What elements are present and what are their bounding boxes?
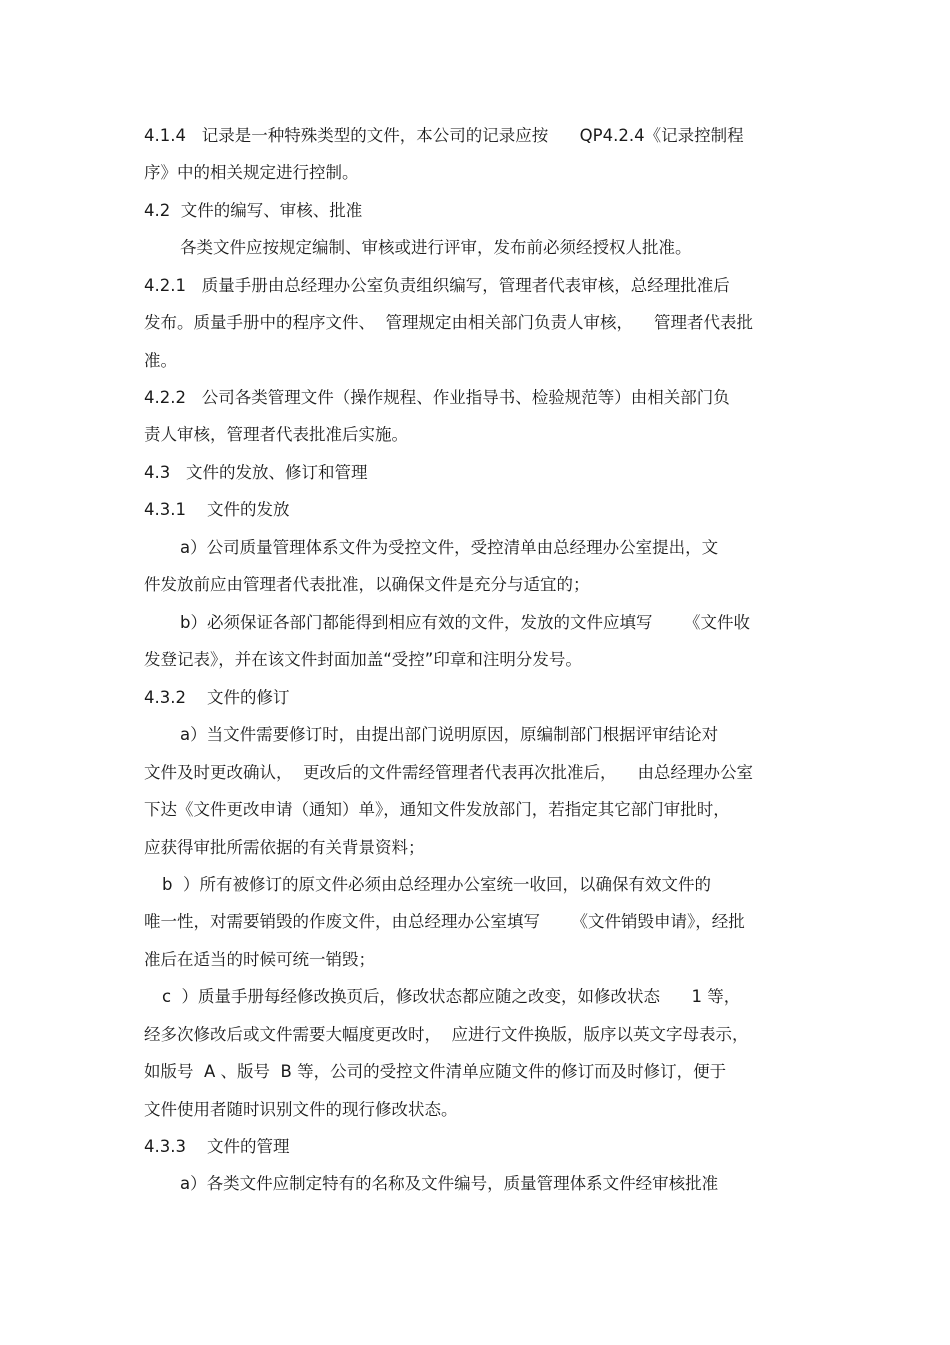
text-line: 唯一性，对需要销毁的作废文件，由总经理办公室填写 《文件销毁申请》，经批 <box>144 912 745 931</box>
text-line: 如版号 A 、版号 B 等，公司的受控文件清单应随文件的修订而及时修订，便于 <box>144 1062 727 1081</box>
text-line: 4.1.4 记录是一种特殊类型的文件，本公司的记录应按 QP4.2.4《记录控制程 <box>144 126 744 145</box>
text-line: 发登记表》，并在该文件封面加盖“受控”印章和注明分发号。 <box>144 650 582 669</box>
section-heading: 4.3 文件的发放、修订和管理 <box>144 463 368 482</box>
text-line: 文件使用者随时识别文件的现行修改状态。 <box>144 1100 458 1119</box>
text-line: b）必须保证各部门都能得到相应有效的文件，发放的文件应填写 《文件收 <box>180 613 750 632</box>
subsection-heading: 4.3.3 文件的管理 <box>144 1137 290 1156</box>
text-line: 发布。质量手册中的程序文件、 管理规定由相关部门负责人审核， 管理者代表批 <box>144 313 753 332</box>
text-line: b ）所有被修订的原文件必须由总经理办公室统一收回，以确保有效文件的 <box>162 875 711 894</box>
text-line: a）各类文件应制定特有的名称及文件编号，质量管理体系文件经审核批准 <box>180 1174 719 1193</box>
text-line: 应获得审批所需依据的有关背景资料； <box>144 838 425 857</box>
text-line: 经多次修改后或文件需要大幅度更改时， 应进行文件换版，版序以英文字母表示， <box>144 1025 749 1044</box>
text-line: 文件及时更改确认， 更改后的文件需经管理者代表再次批准后， 由总经理办公室 <box>144 763 753 782</box>
text-line: 4.2.1 质量手册由总经理办公室负责组织编写，管理者代表审核，总经理批准后 <box>144 276 730 295</box>
text-line: 责人审核，管理者代表批准后实施。 <box>144 425 408 444</box>
text-line: 准。 <box>144 351 177 370</box>
text-line: c ）质量手册每经修改换页后，修改状态都应随之改变，如修改状态 1 等， <box>162 987 741 1006</box>
text-line: a）公司质量管理体系文件为受控文件，受控清单由总经理办公室提出，文 <box>180 538 719 557</box>
text-line: 各类文件应按规定编制、审核或进行评审，发布前必须经授权人批准。 <box>180 238 692 257</box>
text-line: a）当文件需要修订时，由提出部门说明原因，原编制部门根据评审结论对 <box>180 725 719 744</box>
section-heading: 4.2 文件的编写、审核、批准 <box>144 201 363 220</box>
text-line: 序》中的相关规定进行控制。 <box>144 163 359 182</box>
text-line: 4.2.2 公司各类管理文件（操作规程、作业指导书、检验规范等）由相关部门负 <box>144 388 730 407</box>
text-line: 下达《文件更改申请（通知）单》，通知文件发放部门，若指定其它部门审批时， <box>144 800 730 819</box>
text-line: 件发放前应由管理者代表批准，以确保文件是充分与适宜的； <box>144 575 590 594</box>
subsection-heading: 4.3.1 文件的发放 <box>144 500 290 519</box>
text-line: 准后在适当的时候可统一销毁； <box>144 950 375 969</box>
subsection-heading: 4.3.2 文件的修订 <box>144 688 290 707</box>
